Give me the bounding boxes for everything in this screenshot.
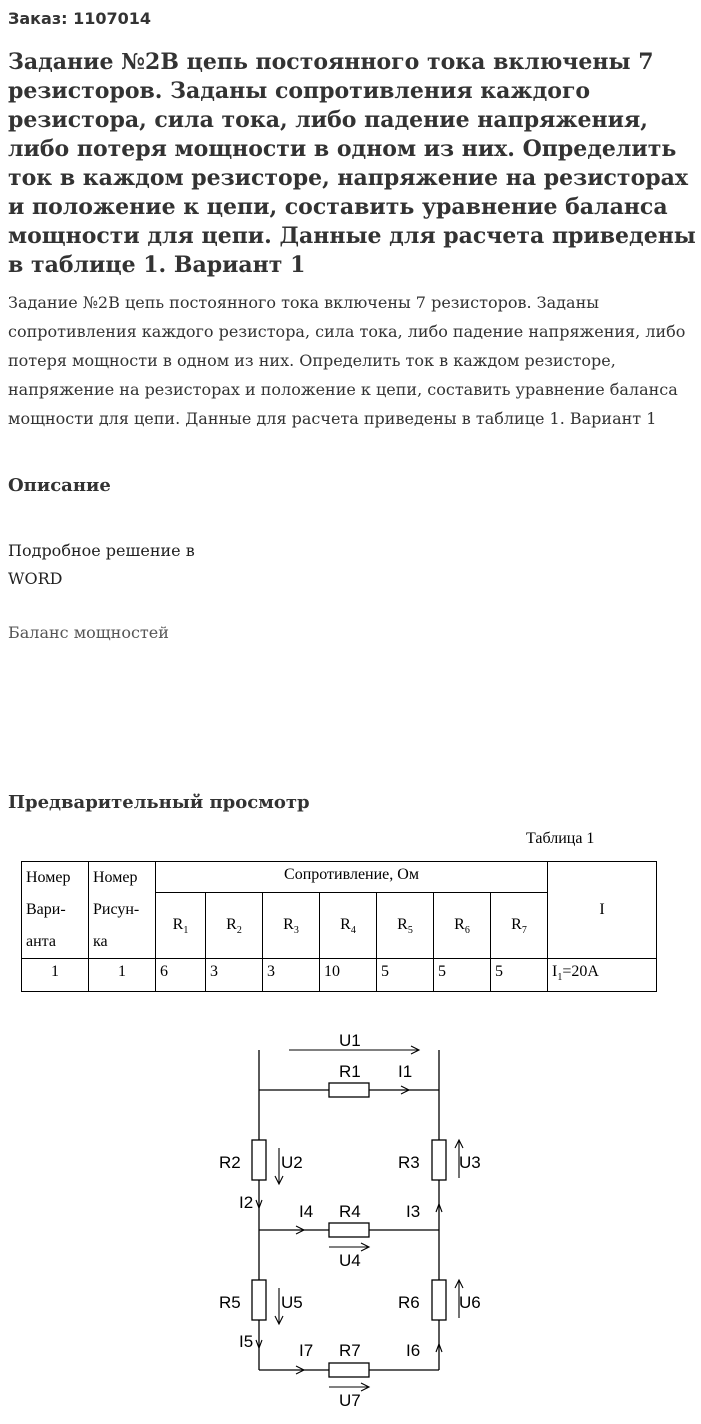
- current-prefix: I: [552, 963, 558, 980]
- solution-line-2: WORD: [8, 569, 63, 588]
- r-letter: R: [511, 915, 522, 933]
- solution-note: [8, 537, 248, 593]
- col-figure-line: Номер: [93, 869, 138, 886]
- data-table: [21, 861, 657, 992]
- resistor-r7: [329, 1363, 369, 1377]
- label-u5: U5: [281, 1293, 303, 1312]
- description-heading: Описание: [8, 475, 111, 496]
- resistor-r4: [329, 1223, 369, 1237]
- label-u4: U4: [339, 1251, 361, 1270]
- label-i1: I1: [398, 1062, 413, 1081]
- col-variant-line: Вари-: [26, 901, 66, 918]
- label-u1: U1: [339, 1031, 361, 1050]
- label-r6: R6: [398, 1293, 420, 1312]
- r-letter: R: [454, 915, 465, 933]
- r-letter: R: [397, 915, 408, 933]
- r-header: [206, 893, 263, 959]
- label-i2: I2: [239, 1193, 254, 1212]
- r-letter: R: [340, 915, 351, 933]
- r-header: [320, 893, 377, 959]
- col-figure-line: Рисун-: [93, 901, 140, 918]
- balance-label: Баланс мощностей: [8, 623, 169, 642]
- r-index: 3: [293, 924, 299, 936]
- col-variant-line: Номер: [26, 869, 71, 886]
- r-index: 5: [407, 924, 413, 936]
- resistor-r6: [432, 1280, 446, 1320]
- label-r7: R7: [339, 1341, 361, 1360]
- preview-heading: Предварительный просмотр: [8, 792, 310, 813]
- cell-r4: 10: [320, 959, 377, 992]
- label-r4: R4: [339, 1202, 361, 1221]
- cell-r2: 3: [206, 959, 263, 992]
- col-figure-line: ка: [93, 933, 108, 950]
- col-figure-header: [89, 862, 156, 959]
- cell-r3: 3: [263, 959, 320, 992]
- r-header: [491, 893, 548, 959]
- r-index: 6: [464, 924, 470, 936]
- label-u2: U2: [281, 1153, 303, 1172]
- current-header: I: [548, 862, 657, 959]
- resistor-r1: [329, 1083, 369, 1097]
- label-i6: I6: [406, 1341, 421, 1360]
- label-r3: R3: [398, 1153, 420, 1172]
- circuit-diagram: [0, 1010, 701, 1424]
- order-number: Заказ: 1107014: [8, 9, 152, 28]
- r-letter: R: [283, 915, 294, 933]
- label-r2: R2: [219, 1153, 241, 1172]
- label-u3: U3: [459, 1153, 481, 1172]
- label-i4: I4: [299, 1202, 314, 1221]
- cell-figure: 1: [89, 959, 156, 992]
- current-value: =20A: [562, 963, 599, 980]
- current-index: 1: [557, 972, 563, 984]
- col-variant-header: [22, 862, 89, 959]
- label-i3: I3: [406, 1202, 421, 1221]
- task-description: Задание №2В цепь постоянного тока включены 7 резисторов. Заданы сопротивления каждого резистора, сила тока, либо падение напряжения, либо потеря мощности в одном из них. Определить ток в каждом резисторе, напряжение на резисторах и положение к цепи, составить уравнение баланса мощности для цепи. Данные для расчета приведены в таблице 1. Вариант 1: [8, 293, 686, 428]
- r-header: [434, 893, 491, 959]
- resistance-header: Сопротивление, Ом: [156, 862, 548, 893]
- r-index: 7: [521, 924, 527, 936]
- col-variant-line: анта: [26, 933, 56, 950]
- resistor-r5: [252, 1280, 266, 1320]
- label-r1: R1: [339, 1062, 361, 1081]
- table-row: [22, 959, 657, 992]
- r-header: [377, 893, 434, 959]
- label-i7: I7: [299, 1341, 314, 1360]
- table-caption: Таблица 1: [526, 830, 595, 847]
- r-letter: R: [172, 915, 184, 933]
- cell-current: [548, 959, 657, 992]
- cell-r6: 5: [434, 959, 491, 992]
- cell-r7: 5: [491, 959, 548, 992]
- label-u7: U7: [339, 1391, 361, 1410]
- task-heading: Задание №2В цепь постоянного тока включены 7 резисторов. Заданы сопротивления каждого резистора, сила тока, либо падение напряжения, либо потеря мощности в одном из них. Определить ток в каждом резисторе, напряжение на резисторах и положение к цепи, составить уравнение баланса мощности для цепи. Данные для расчета приведены в таблице 1. Вариант 1: [8, 49, 696, 278]
- solution-line-1: Подробное решение в: [8, 541, 195, 560]
- r-index: 4: [350, 924, 356, 936]
- resistor-r2: [252, 1140, 266, 1180]
- label-r5: R5: [219, 1293, 241, 1312]
- cell-r1: 6: [156, 959, 206, 992]
- r-index: 1: [183, 924, 189, 936]
- label-i5: I5: [239, 1332, 254, 1351]
- cell-r5: 5: [377, 959, 434, 992]
- cell-variant: 1: [22, 959, 89, 992]
- resistor-r3: [432, 1140, 446, 1180]
- r-header: [156, 893, 206, 959]
- r-header: [263, 893, 320, 959]
- r-letter: R: [226, 915, 237, 933]
- label-u6: U6: [459, 1293, 481, 1312]
- table-header-row: [22, 862, 657, 893]
- r-index: 2: [236, 924, 242, 936]
